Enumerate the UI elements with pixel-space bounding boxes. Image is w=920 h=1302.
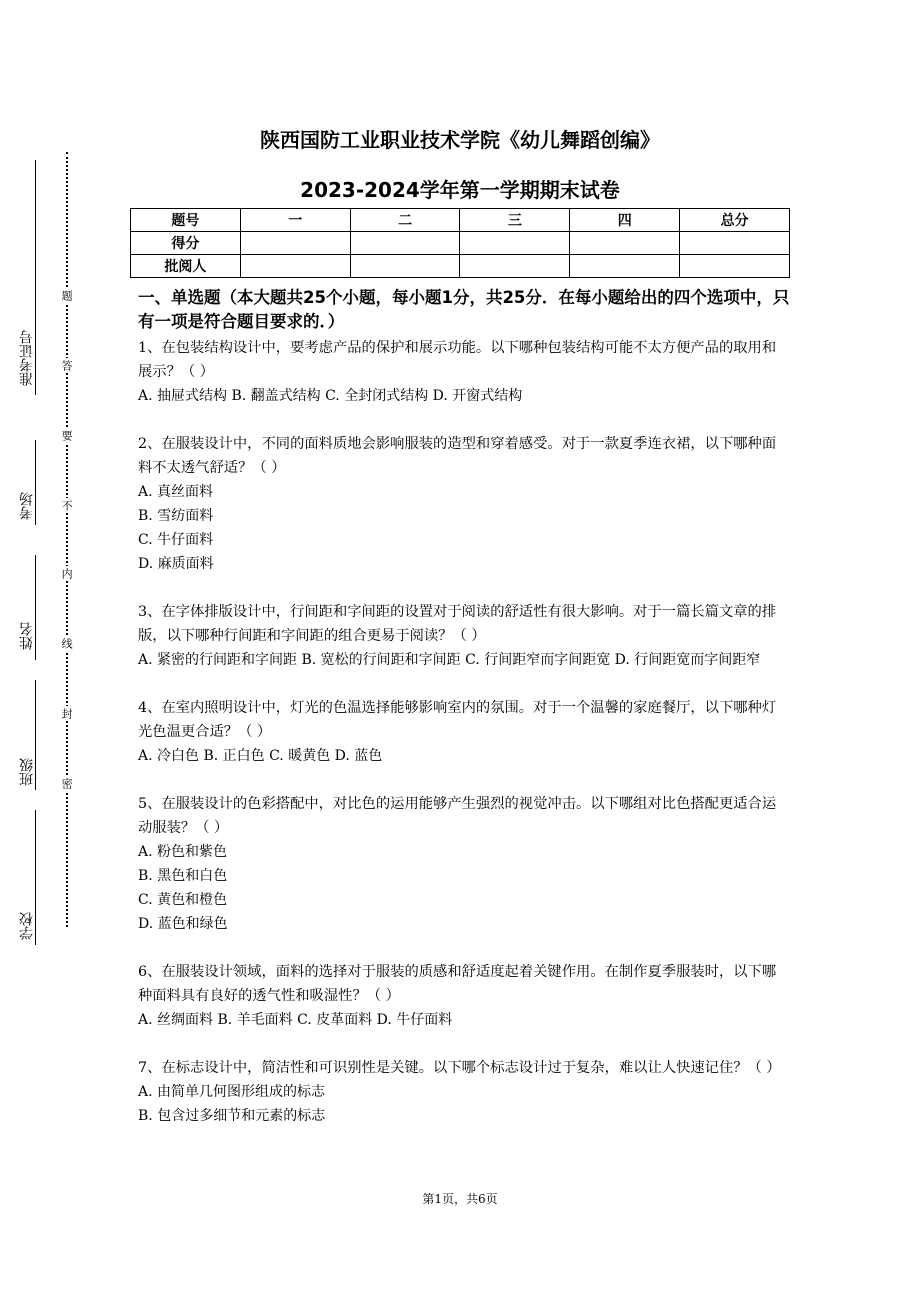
question-option: C. 牛仔面料: [138, 532, 214, 548]
seal-char: 要: [60, 430, 74, 441]
score-cell: [240, 232, 350, 255]
question-text: 1、在包装结构设计中，要考虑产品的保护和展示功能。以下哪种包装结构可能不太方便产品的取用和展示？（ ）: [138, 340, 777, 380]
question-item: [138, 792, 790, 936]
score-cell: [350, 232, 460, 255]
question-option: B. 雪纺面料: [138, 508, 214, 524]
score-cell: 二: [350, 209, 460, 232]
score-cell: 得分: [131, 232, 241, 255]
score-cell: [570, 232, 680, 255]
exam-title: 陕西国防工业职业技术学院《幼儿舞蹈创编》: [260, 128, 660, 152]
seal-char: 密: [60, 778, 74, 789]
class-label: 班级: [19, 758, 35, 786]
score-cell: [240, 255, 350, 278]
question-option: A. 真丝面料: [138, 484, 214, 500]
question-option: A. 丝绸面料 B. 羊毛面料 C. 皮革面料 D. 牛仔面料: [138, 1012, 453, 1028]
question-option: A. 冷白色 B. 正白色 C. 暖黄色 D. 蓝色: [138, 748, 383, 764]
score-cell: 题号: [131, 209, 241, 232]
question-option: A. 紧密的行间距和字间距 B. 宽松的行间距和字间距 C. 行间距窄而字间距宽 D. 行间距宽而字间距窄: [138, 652, 761, 668]
school-label: 学校: [19, 912, 35, 940]
school-line: [35, 810, 36, 945]
page-footer: 第1页，共6页: [422, 1192, 498, 1206]
score-table-row: [131, 255, 790, 278]
seal-char: 答: [60, 360, 74, 371]
question-text: 5、在服装设计的色彩搭配中，对比色的运用能够产生强烈的视觉冲击。以下哪组对比色搭配更适合运动服装？（ ）: [138, 796, 777, 836]
score-cell: 四: [570, 209, 680, 232]
question-text: 6、在服装设计领域，面料的选择对于服装的质感和舒适度起着关键作用。在制作夏季服装时，以下哪种面料具有良好的透气性和吸湿性？（ ）: [138, 964, 777, 1004]
name-line: [35, 555, 36, 660]
question-item: [138, 336, 790, 408]
seal-dotted-line: [66, 152, 68, 927]
question-text: 3、在字体排版设计中，行间距和字间距的设置对于阅读的舒适性有很大影响。对于一篇长篇文章的排版，以下哪种行间距和字间距的组合更易于阅读？（ ）: [138, 604, 777, 644]
exam-subtitle: 2023-2024学年第一学期期末试卷: [300, 178, 620, 202]
question-item: [138, 696, 790, 768]
question-item: [138, 960, 790, 1032]
question-item: [138, 432, 790, 576]
score-cell: 一: [240, 209, 350, 232]
question-section: [138, 286, 790, 1152]
score-cell: [680, 232, 790, 255]
score-cell: [680, 255, 790, 278]
score-cell: 三: [460, 209, 570, 232]
question-option: A. 由简单几何图形组成的标志: [138, 1084, 326, 1100]
question-option: A. 抽屉式结构 B. 翻盖式结构 C. 全封闭式结构 D. 开窗式结构: [138, 388, 523, 404]
question-option: D. 麻质面料: [138, 556, 214, 572]
score-cell: 批阅人: [131, 255, 241, 278]
score-table-row: [131, 209, 790, 232]
exam-room-line: [35, 440, 36, 525]
name-label: 姓名: [19, 622, 35, 650]
seal-char: 不: [60, 500, 74, 511]
score-cell: [570, 255, 680, 278]
class-line: [35, 680, 36, 790]
exam-number-label: 准考证号: [19, 330, 35, 386]
question-option: C. 黄色和橙色: [138, 892, 228, 908]
question-text: 7、在标志设计中，简洁性和可识别性是关键。以下哪个标志设计过于复杂，难以让人快速记住？（ ）: [138, 1060, 781, 1076]
score-table-row: [131, 232, 790, 255]
seal-char: 题: [60, 290, 74, 301]
score-cell: 总分: [680, 209, 790, 232]
seal-char: 封: [60, 708, 74, 719]
question-option: B. 包含过多细节和元素的标志: [138, 1108, 326, 1124]
score-cell: [460, 232, 570, 255]
exam-room-label: 考场: [19, 492, 35, 520]
seal-char: 线: [60, 638, 74, 649]
question-text: 4、在室内照明设计中，灯光的色温选择能够影响室内的氛围。对于一个温馨的家庭餐厅，以下哪种灯光色温更合适？（ ）: [138, 700, 777, 740]
score-cell: [350, 255, 460, 278]
question-item: [138, 1056, 790, 1128]
score-cell: [460, 255, 570, 278]
score-table: [130, 208, 790, 278]
section-heading: 一、单选题（本大题共25个小题，每小题1分，共25分．在每小题给出的四个选项中，只有一项是符合题目要求的．）: [138, 288, 790, 331]
question-option: A. 粉色和紫色: [138, 844, 228, 860]
question-text: 2、在服装设计中，不同的面料质地会影响服装的造型和穿着感受。对于一款夏季连衣裙，以下哪种面料不太透气舒适？（ ）: [138, 436, 777, 476]
question-option: D. 蓝色和绿色: [138, 916, 228, 932]
question-item: [138, 600, 790, 672]
seal-char: 内: [60, 568, 74, 579]
question-option: B. 黑色和白色: [138, 868, 228, 884]
